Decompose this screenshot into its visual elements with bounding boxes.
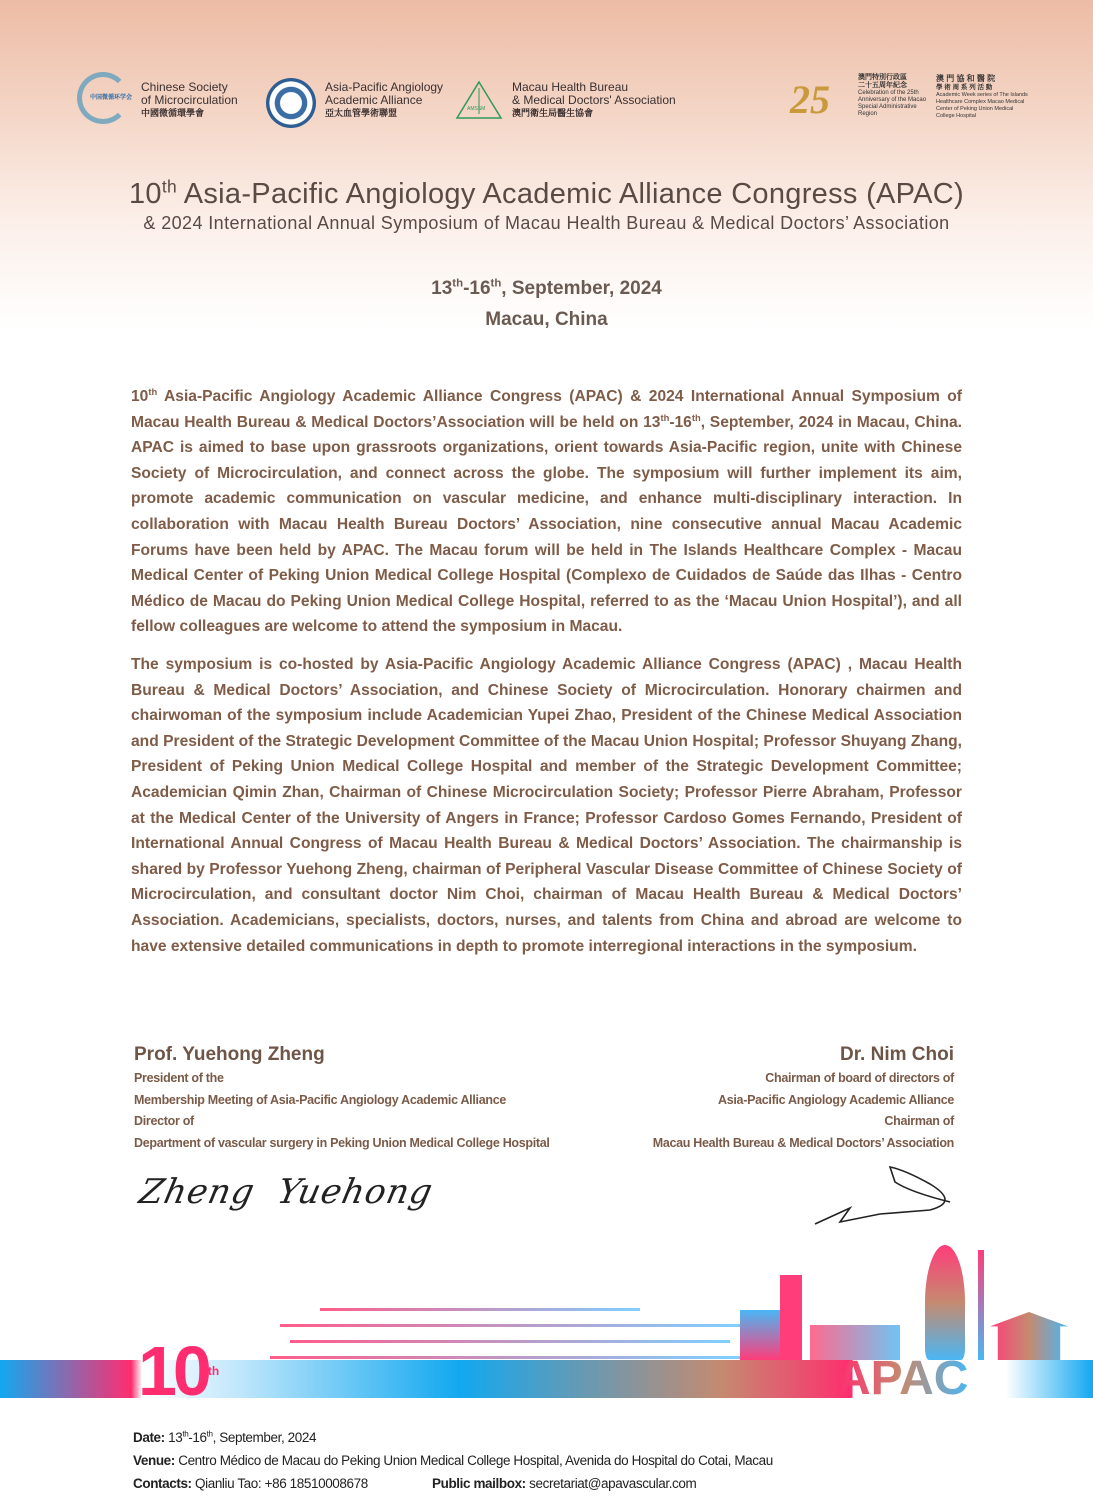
macau-skyline <box>740 1245 1070 1360</box>
logo-line: Academic Alliance <box>325 93 423 107</box>
signature-block-choi <box>653 1042 954 1154</box>
footer-mailbox: Public mailbox: secretariat@apavascular.com <box>432 1476 697 1491</box>
logo-cn: 澳門衛生局醫生協會 <box>512 108 594 118</box>
logo-cn: 學 術 周 系 列 活 動 <box>936 84 993 91</box>
tenth-number: 10 <box>138 1332 208 1410</box>
event-date: 13th-16th, September, 2024 <box>431 277 662 299</box>
amssm-emblem-icon <box>455 80 503 126</box>
intro-paragraph: 10th Asia-Pacific Angiology Academic Alliance Congress (APAC) & 2024 International Annual Symposium of Macau Health Bureau & Medical Doctors’Association will be held on 13th-16th, September, 2024 in Macau, China. APAC is aimed to base upon grassroots organizations, orient towards Asia-Pacific region, unite with Chinese Society of Microcirculation, and connect across the globe. The symposium will further implement its aim, promote academic communication on vascular medicine, and enhance multi-disciplinary interaction. In collaboration with Macau Health Bureau Doctors’ Association, nine consecutive annual Macau Academic Forums have been held by APAC. The Macau forum will be held in The Islands Healthcare Complex - Macau Medical Center of Peking Union Medical College Hospital (Complexo de Cuidados de Saúde das Ilhas - Centro Médico de Macau do Peking Union Medical College Hospital, referred to as the ‘Macau Union Hospital’), and all fellow colleagues are welcome to attend the symposium in Macau. <box>131 386 963 636</box>
signer-title: Director of <box>134 1114 194 1129</box>
handwritten-signature-choi <box>810 1162 955 1232</box>
footer-date: Date: 13th-16th, September, 2024 <box>133 1429 317 1445</box>
handwritten-signature-zheng <box>136 1172 437 1212</box>
tenth-logo <box>138 1332 220 1410</box>
logo-en: Academic Week series of The Islands Healthcare Complex Macao Medical Center of Peking Union Medical College Hospital <box>936 92 1028 119</box>
page-title: 10th Asia-Pacific Angiology Academic Alliance Congress (APAC) <box>129 176 964 210</box>
signer-title: Asia-Pacific Angiology Academic Alliance <box>718 1092 954 1107</box>
page-subtitle: & 2024 International Annual Symposium of Macau Health Bureau & Medical Doctors’ Association <box>143 213 950 233</box>
logo-line: Asia-Pacific Angiology <box>325 80 444 94</box>
logo-line: Chinese Society <box>141 80 228 94</box>
apaaa-emblem-icon <box>266 78 316 128</box>
signer-title: Department of vascular surgery in Peking Union Medical College Hospital <box>134 1135 550 1150</box>
logo-pumch-macau <box>936 74 1031 120</box>
signer-title: President of the <box>134 1071 224 1085</box>
25-emblem-icon: 25 <box>790 77 830 122</box>
event-location: Macau, China <box>485 309 608 330</box>
logo-amssm <box>455 76 695 128</box>
signature-text: Zheng Yuehong <box>135 1172 437 1212</box>
logo-cn: 二十五周年紀念 <box>858 82 907 89</box>
logo-line: & Medical Doctors' Association <box>512 93 676 107</box>
logo-line: of Microcirculation <box>141 93 238 107</box>
speed-lines <box>270 1300 750 1360</box>
amssm-emblem-text: AMSSM <box>467 106 486 112</box>
logo-apaaa <box>266 76 456 128</box>
signer-title: Membership Meeting of Asia-Pacific Angiology Academic Alliance <box>134 1092 506 1107</box>
csm-emblem-text: 中国微循环学会 <box>90 95 133 101</box>
cohost-paragraph: The symposium is co-hosted by Asia-Pacific Angiology Academic Alliance Congress (APAC) , Macau Health Bureau & Medical Doctors’ Association, and Chinese Society of Microcirculation. Honorary chairmen and chairwoman of the symposium include Academician Yupei Zhao, President of the Chinese Medical Association and President of the Strategic Development Committee of the Macau Union Hospital; Professor Shuyang Zhang, President of Peking Union Medical College Hospital and member of the Strategic Development Committee; Academician Qimin Zhan, Chairman of Chinese Microcirculation Society; Professor Pierre Abraham, Professor at the Medical Center of the University of Angers in France; Professor Cardoso Gomes Fernando, President of International Annual Congress of Macau Health Bureau & Medical Doctors’ Association. The chairmanship is shared by Professor Yuehong Zheng, chairman of Peripheral Vascular Disease Committee of Chinese Society of Microcirculation, and consultant doctor Nim Choi, chairman of Macau Health Bureau & Medical Doctors’ Association. Academicians, specialists, doctors, nurses, and talents from China and abroad are welcome to have extensive detailed communications in depth to promote interregional interactions in the symposium. <box>131 656 962 955</box>
signer-name: Prof. Yuehong Zheng <box>134 1044 325 1065</box>
signer-title: Chairman of <box>884 1114 954 1129</box>
logo-line: Macau Health Bureau <box>512 80 629 94</box>
logo-en: Celebration of the 25th Anniversary of the Macao Special Administrative Region <box>858 90 927 117</box>
logo-csm <box>77 72 247 124</box>
signer-title: Chairman of board of directors of <box>765 1071 954 1085</box>
logo-25th-anniversary <box>790 74 930 124</box>
logo-cn: 中國微循環學會 <box>141 108 205 118</box>
signer-name: Dr. Nim Choi <box>839 1044 954 1065</box>
footer-venue: Venue: Centro Médico de Macau do Peking Union Medical College Hospital, Avenida do Hospital do Cotai, Macau <box>133 1453 773 1468</box>
signature-block-zheng <box>134 1042 550 1154</box>
apac-logo: APAC <box>836 1352 969 1405</box>
footer-contacts: Contacts: Qianliu Tao: +86 18510008678 <box>133 1476 368 1491</box>
signer-title: Macau Health Bureau & Medical Doctors’ Association <box>652 1135 954 1150</box>
logo-cn: 澳門特別行政區 <box>858 74 907 81</box>
tenth-suffix: th <box>207 1364 220 1378</box>
mailbox-link[interactable]: secretariat@apavascular.com <box>525 1476 697 1491</box>
logo-cn: 亞太血管學術聯盟 <box>325 108 398 118</box>
logo-cn: 澳 門 協 和 醫 院 <box>936 74 996 83</box>
